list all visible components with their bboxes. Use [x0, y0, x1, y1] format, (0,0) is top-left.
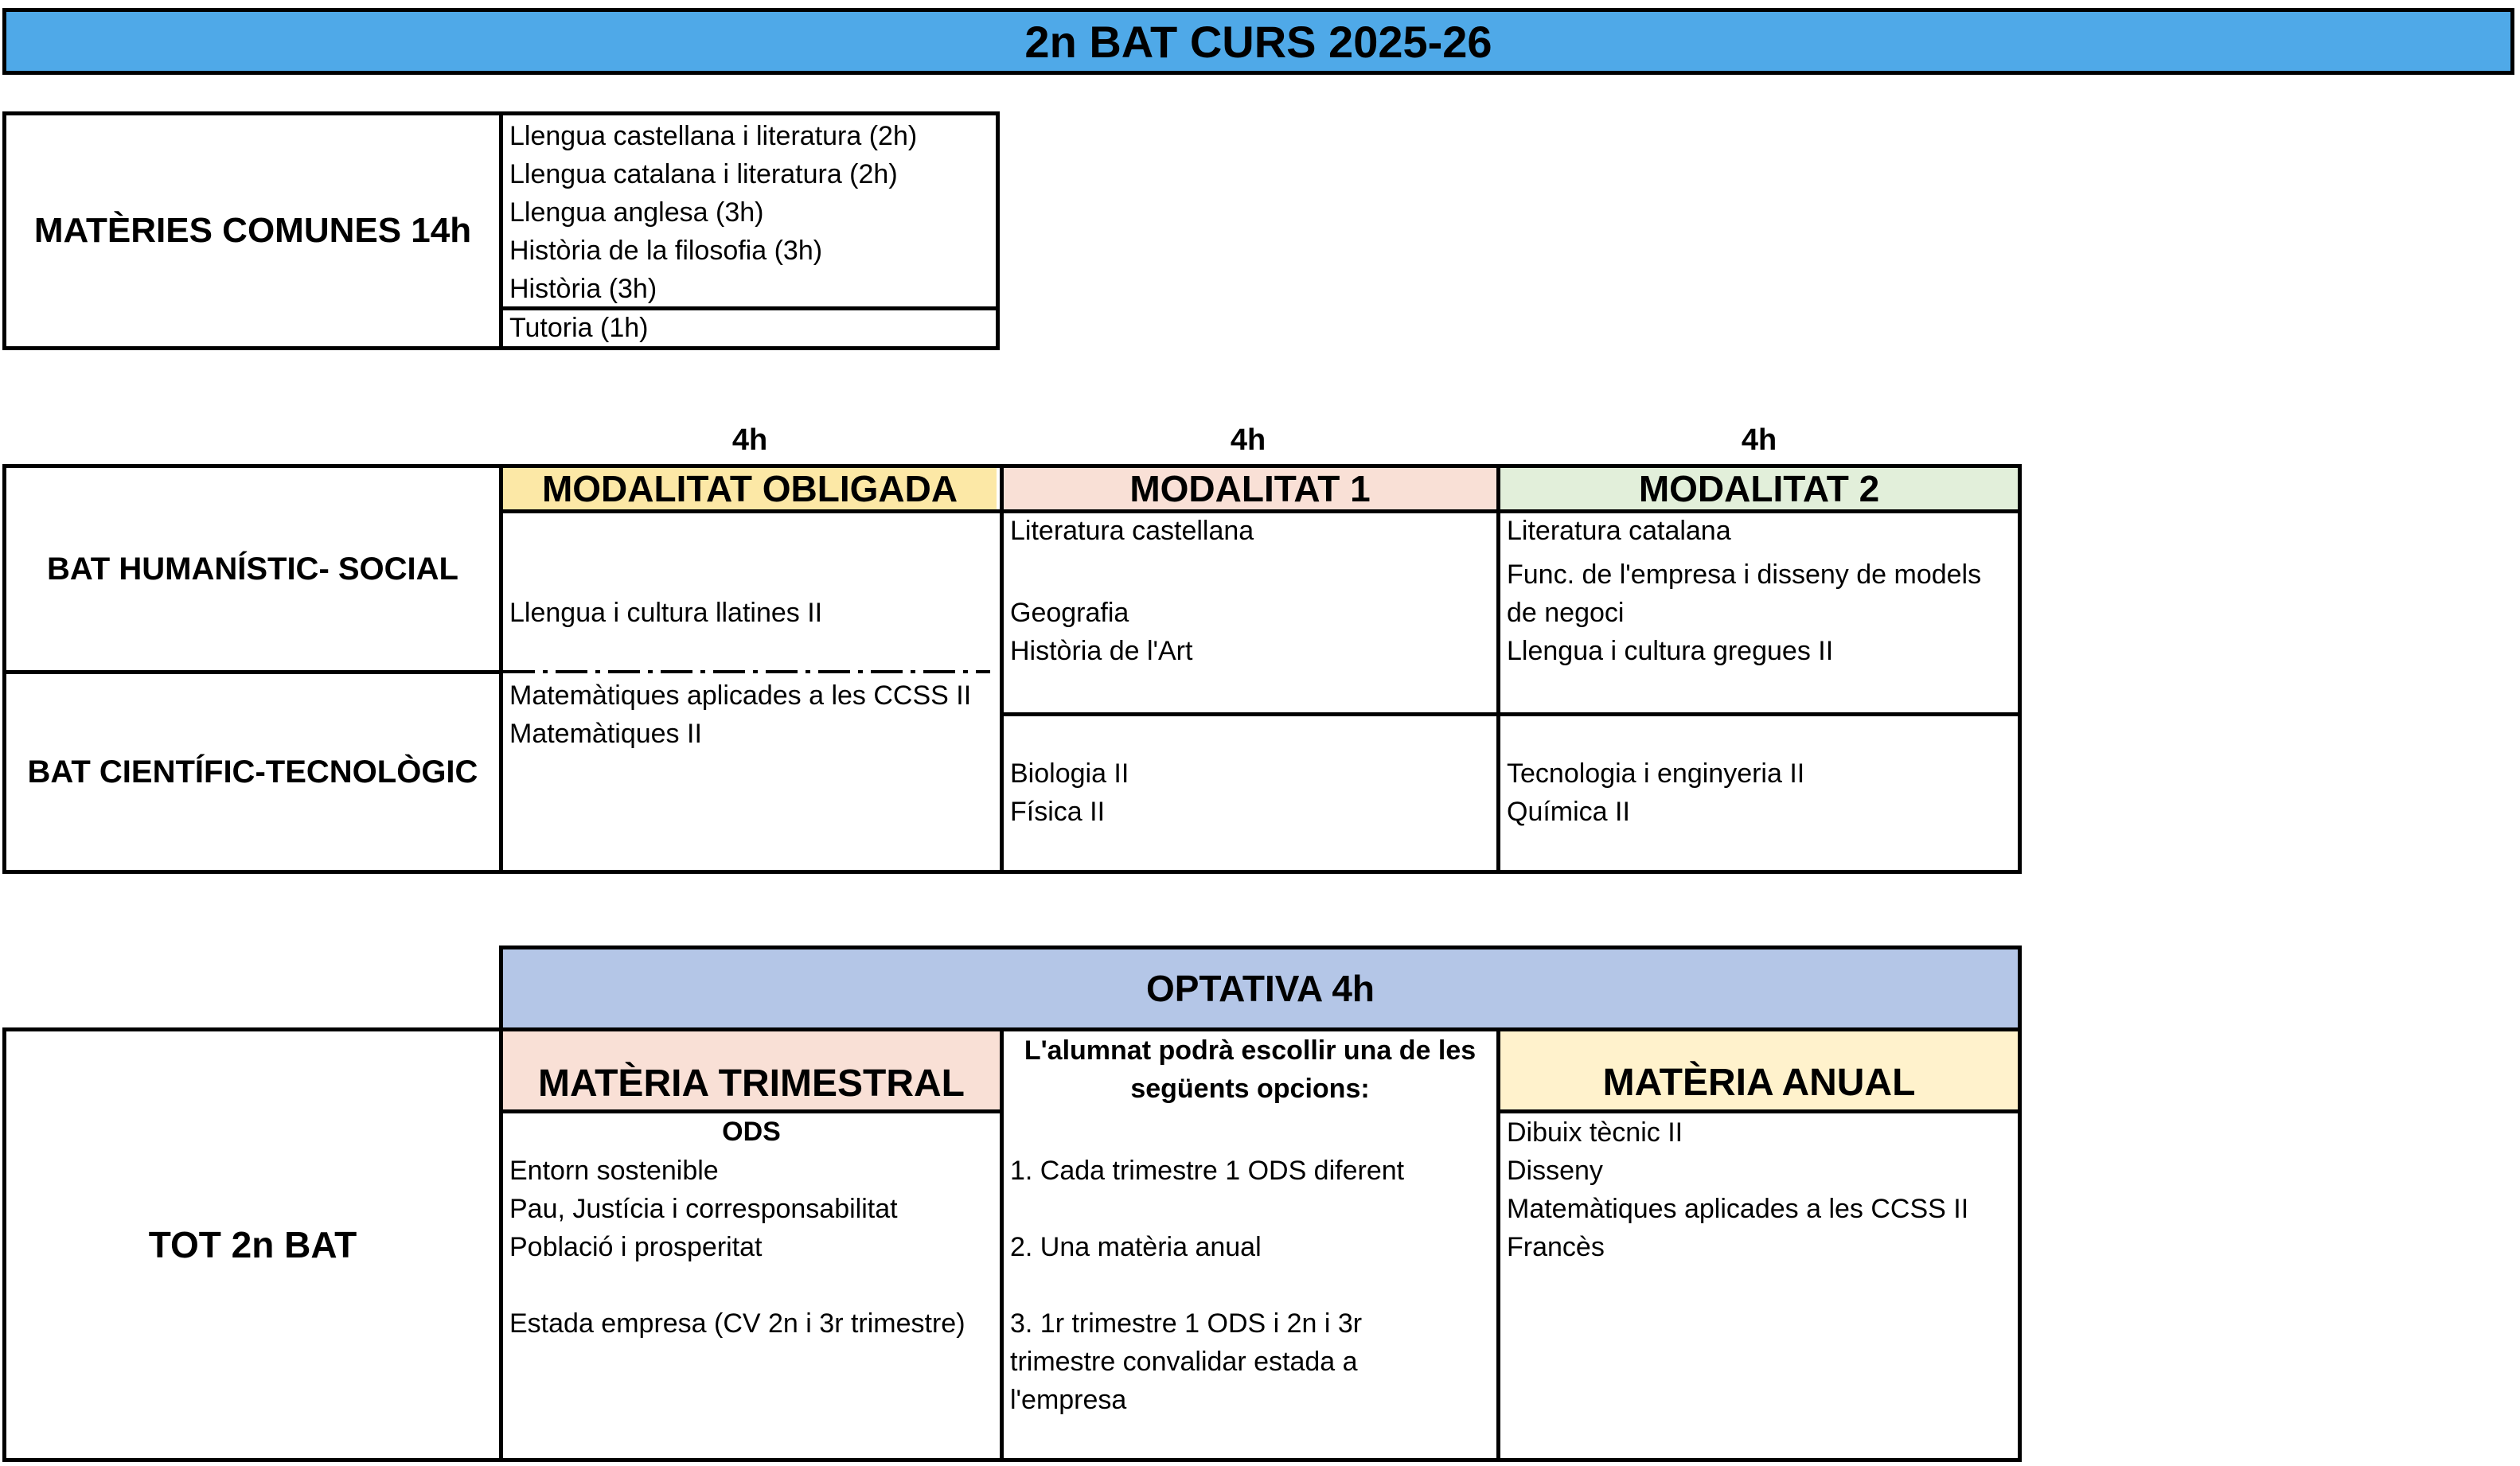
subject-item: Biologia II [1010, 758, 1129, 789]
subject-item: Matemàtiques aplicades a les CCSS II [509, 680, 972, 711]
row-label-tot-2n-bat: TOT 2n BAT [148, 1224, 357, 1265]
intro-line: L'alumnat podrà escollir una de les [1024, 1035, 1477, 1066]
comunes-subject: Història de la filosofia (3h) [509, 236, 823, 266]
option-item: l'empresa [1010, 1385, 1127, 1415]
subject-item: Literatura catalana [1507, 516, 1731, 546]
row-label-cientific: BAT CIENTÍFIC-TECNOLÒGIC [27, 754, 478, 790]
subject-item: Química II [1507, 797, 1630, 827]
mod1-cientific [1004, 754, 1493, 834]
page-title: 2n BAT CURS 2025-26 [2, 8, 2514, 75]
dash-dot-divider [503, 670, 990, 673]
option-item: trimestre convalidar estada a [1010, 1347, 1358, 1377]
subject-item: Francès [1507, 1232, 1605, 1262]
subject-item: Func. de l'empresa i disseny de models [1507, 559, 1982, 590]
hours-mod1: 4h [1230, 423, 1266, 457]
hours-mod2: 4h [1741, 423, 1777, 457]
ods-label: ODS [722, 1116, 781, 1147]
header-materia-anual: MATÈRIA ANUAL [1500, 1031, 2018, 1109]
subject-item: Matemàtiques aplicades a les CCSS II [1507, 1194, 1969, 1224]
obligada-cientific [503, 676, 997, 756]
option-item: 1. Cada trimestre 1 ODS diferent [1010, 1156, 1405, 1186]
hours-obligada: 4h [731, 423, 768, 457]
subject-item: Dibuix tècnic II [1507, 1117, 1683, 1148]
header-modalitat-1: MODALITAT 1 [1004, 468, 1496, 509]
comunes-subject: Llengua anglesa (3h) [509, 197, 764, 228]
comunes-subject: Història (3h) [509, 274, 657, 304]
optativa-intro [1004, 1031, 1496, 1111]
intro-line: següents opcions: [1130, 1074, 1370, 1104]
subject-item: Tecnologia i enginyeria II [1507, 758, 1805, 789]
subject-item: Població i prosperitat [509, 1232, 763, 1262]
comunes-subjects [503, 117, 997, 306]
optativa-options [1004, 1152, 1493, 1422]
subject-item: de negoci [1507, 598, 1625, 628]
optativa-header: OPTATIVA 4h [499, 945, 2022, 1031]
mod1-humanistic [1004, 512, 1493, 671]
comunes-subject: Llengua castellana i literatura (2h) [509, 121, 918, 151]
subject-item: Disseny [1507, 1156, 1603, 1186]
subject-item: Llengua i cultura gregues II [1507, 636, 1834, 666]
subject-item: Matemàtiques II [509, 719, 702, 749]
comunes-subject: Llengua catalana i literatura (2h) [509, 159, 898, 189]
subject-item: Llengua i cultura llatines II [509, 598, 823, 628]
mod2-cientific [1500, 754, 2018, 834]
tutoria-text: Tutoria (1h) [509, 313, 649, 343]
subject-item: Pau, Justícia i corresponsabilitat [509, 1194, 898, 1224]
header-modalitat-obligada: MODALITAT OBLIGADA [503, 468, 997, 509]
header-modalitat-2: MODALITAT 2 [1500, 468, 2018, 509]
subject-item: Entorn sostenible [509, 1156, 719, 1186]
comunes-label: MATÈRIES COMUNES 14h [33, 211, 472, 250]
option-item: 3. 1r trimestre 1 ODS i 2n i 3r [1010, 1308, 1363, 1339]
subject-item: Història de l'Art [1010, 636, 1193, 666]
option-item [1010, 1190, 1493, 1228]
obligada-humanistic [503, 594, 997, 634]
subject-item [1010, 550, 1493, 594]
anual-items [1500, 1113, 2018, 1273]
subject-item: Estada empresa (CV 2n i 3r trimestre) [509, 1308, 965, 1339]
comunes-tutoria [503, 310, 997, 346]
row-label-humanistic: BAT HUMANÍSTIC- SOCIAL [47, 551, 458, 587]
header-materia-trimestral: MATÈRIA TRIMESTRAL [503, 1031, 1000, 1111]
subject-item: Literatura castellana [1010, 516, 1254, 546]
subject-item: Física II [1010, 797, 1106, 827]
subject-item: Geografia [1010, 598, 1129, 628]
option-item [1010, 1266, 1493, 1304]
option-item: 2. Una matèria anual [1010, 1232, 1262, 1262]
mod2-humanistic [1500, 512, 2018, 711]
trimestral-items [503, 1152, 1000, 1343]
subject-item [509, 1266, 1000, 1304]
